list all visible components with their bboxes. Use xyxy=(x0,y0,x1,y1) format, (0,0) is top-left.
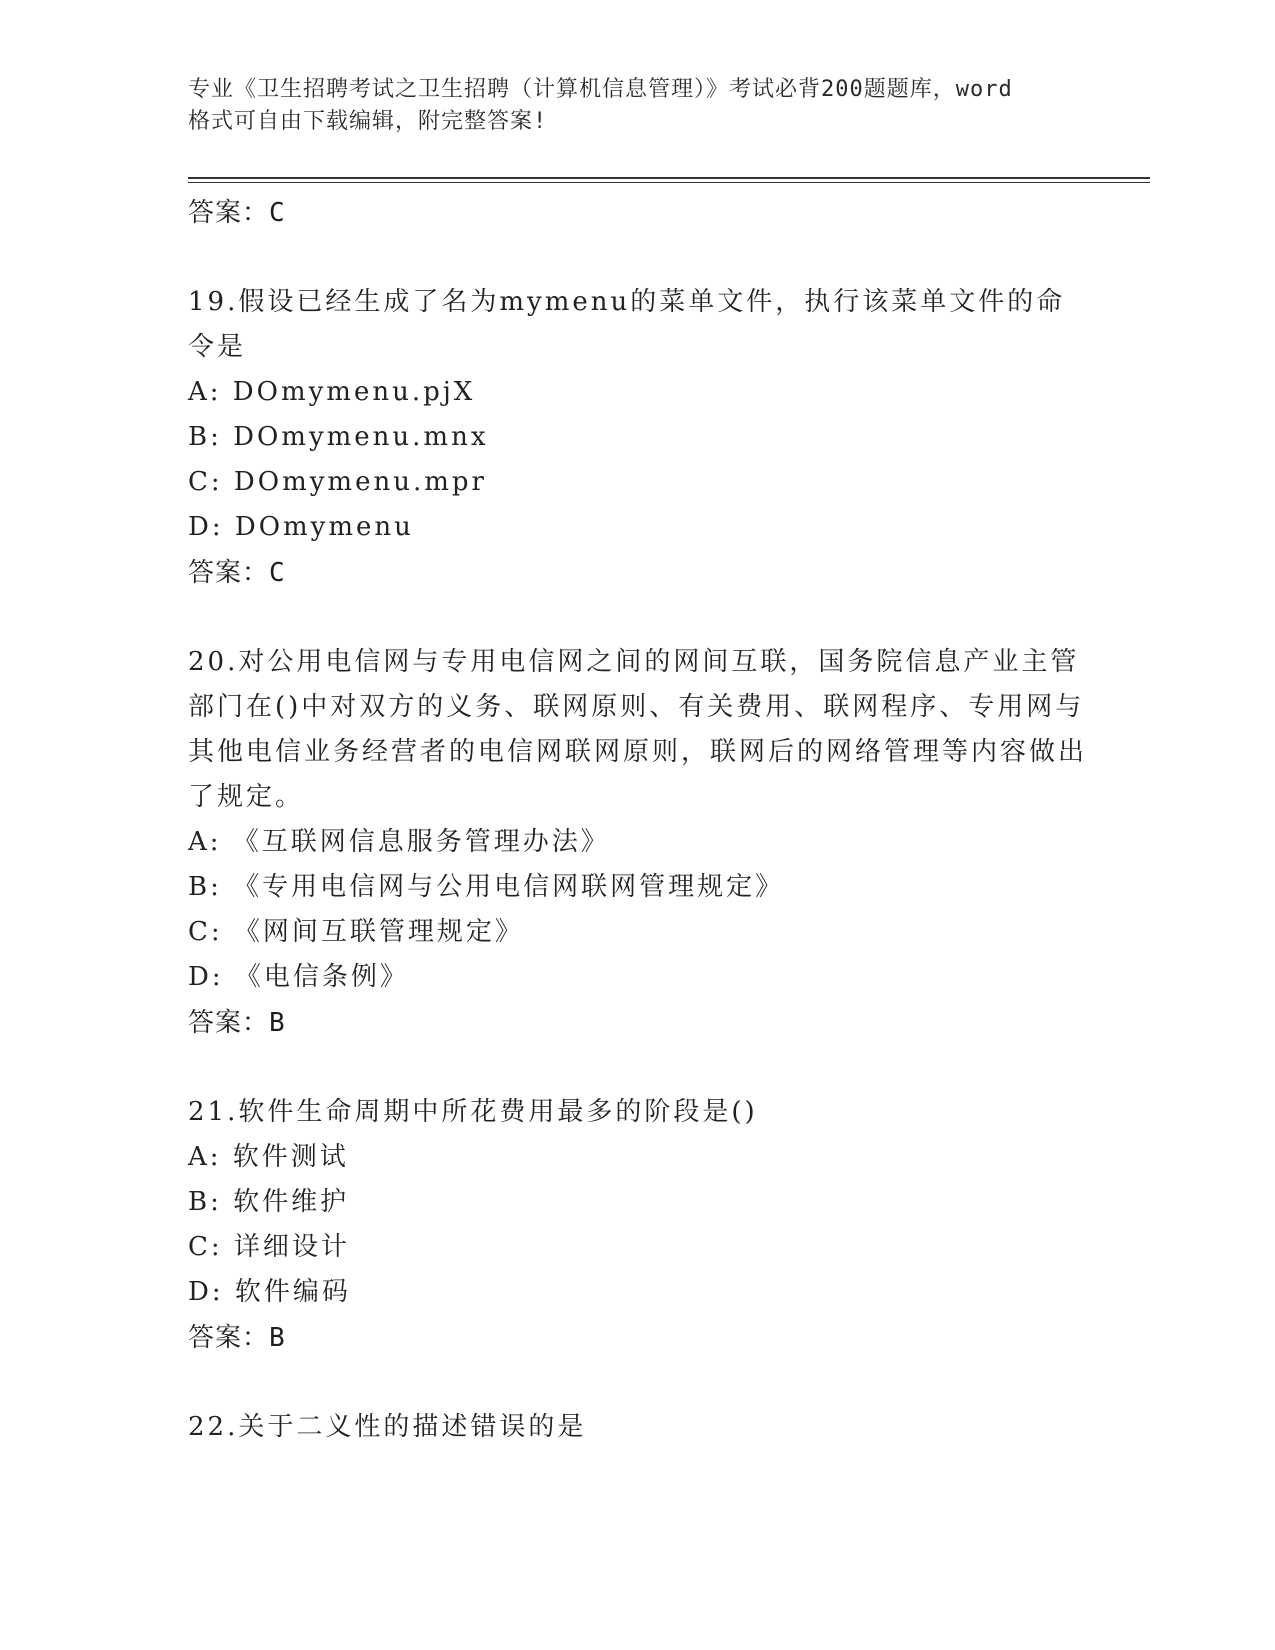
option-c: C: 详细设计 xyxy=(188,1232,350,1262)
header-divider-thick xyxy=(188,177,1150,179)
question-22 xyxy=(188,1405,1088,1450)
option-b: B: DOmymenu.mnx xyxy=(188,422,489,452)
option-a: A: 《互联网信息服务管理办法》 xyxy=(188,827,610,857)
header-title-line-2: 格式可自由下载编辑，附完整答案! xyxy=(188,109,548,134)
option-c: C: DOmymenu.mpr xyxy=(188,467,487,497)
option-b: B: 软件维护 xyxy=(188,1187,350,1217)
question-stem: 21.软件生命周期中所花费用最多的阶段是() xyxy=(188,1097,758,1127)
question-stem: 22.关于二义性的描述错误的是 xyxy=(188,1412,587,1442)
answer-label: 答案：C xyxy=(188,558,286,588)
option-c: C: 《网间互联管理规定》 xyxy=(188,917,524,947)
question-list xyxy=(188,190,1088,1450)
option-a: A: DOmymenu.pjX xyxy=(188,377,476,407)
question-stem: 20.对公用电信网与专用电信网之间的网间互联，国务院信息产业主管部门在()中对双方的义务、联网原则、有关费用、联网程序、专用网与其他电信业务经营者的电信网联网原则，联网后的网络管理等内容做出了规定。 xyxy=(188,647,1088,812)
question-stem: 19.假设已经生成了名为mymenu的菜单文件，执行该菜单文件的命令是 xyxy=(188,287,1066,362)
header-divider-thin xyxy=(188,182,1150,183)
option-b: B: 《专用电信网与公用电信网联网管理规定》 xyxy=(188,872,785,902)
option-a: A: 软件测试 xyxy=(188,1142,349,1172)
option-d: D: 软件编码 xyxy=(188,1277,351,1307)
question-21 xyxy=(188,1090,1088,1361)
question-20 xyxy=(188,640,1088,1046)
answer-label: 答案：B xyxy=(188,1008,286,1038)
option-d: D: 《电信条例》 xyxy=(188,962,409,992)
question-19 xyxy=(188,280,1088,596)
answer-label: 答案：B xyxy=(188,1323,286,1353)
header-title-line-1: 专业《卫生招聘考试之卫生招聘（计算机信息管理）》考试必背200题题库，word xyxy=(188,77,1013,102)
answer-label: 答案：C xyxy=(188,198,286,228)
option-d: D: DOmymenu xyxy=(188,512,414,542)
document-header xyxy=(188,74,1088,138)
